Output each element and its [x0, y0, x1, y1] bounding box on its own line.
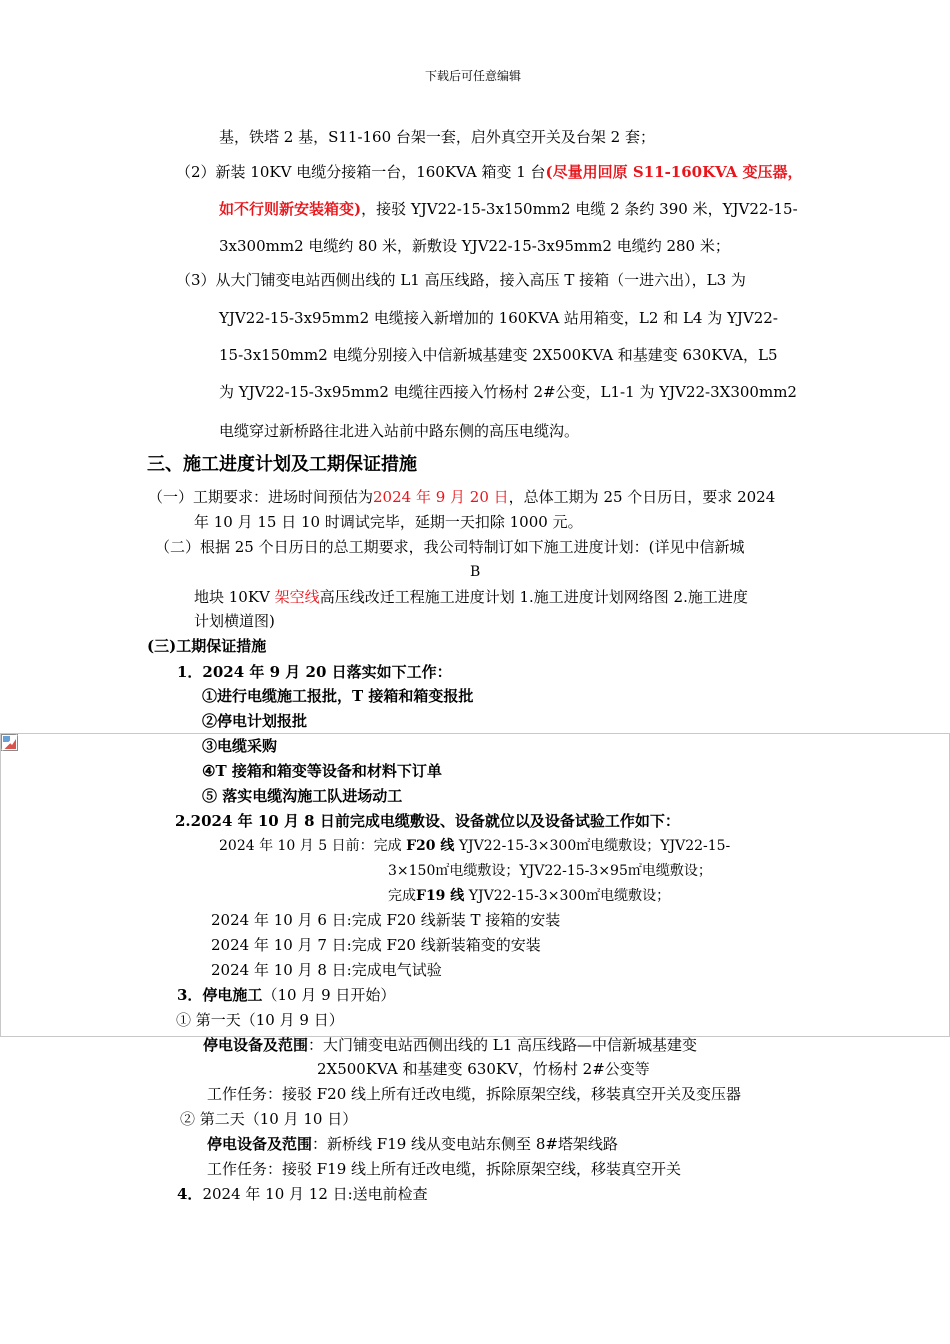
content-frame: [0, 733, 950, 1037]
step-1-item-4: ④T 接箱和箱变等设备和材料下订单: [202, 762, 442, 780]
step-3-title: 3．停电施工: [177, 986, 263, 1004]
para-line-8: 为 YJV22-15-3x95mm2 电缆往西接入竹杨村 2#公变，L1-1 为 YJV22-3X300mm2: [219, 383, 797, 401]
plan-text-2: 高压线改迁工程施工进度计划 1.施工进度计划网络图 2.施工进度: [319, 588, 748, 606]
step-1-item-3: ③电缆采购: [202, 737, 278, 755]
step-1-item-2: ②停电计划报批: [202, 712, 308, 730]
step-2-date-7: 2024 年 10 月 7 日:完成 F20 线新装箱变的安装: [211, 936, 541, 954]
step-1-item-1: ①进行电缆施工报批，T 接箱和箱变报批: [202, 687, 474, 705]
plan-text: 地块 10KV: [194, 588, 275, 606]
scope-text-2: ：新桥线 F19 线从变电站东侧至 8#塔架线路: [312, 1135, 618, 1153]
complete-label: 完成: [388, 888, 416, 904]
step-3-heading: [177, 985, 395, 1005]
section-heading: 三、施工进度计划及工期保证措施: [147, 454, 417, 475]
cable-spec-1: YJV22-15-3×300㎡电缆敷设；YJV22-15-: [458, 838, 731, 854]
para-line-1: 基，铁塔 2 基，S11-160 台架一套，启外真空开关及台架 2 套；: [219, 128, 655, 146]
step-2-date-8: 2024 年 10 月 8 日:完成电气试验: [211, 961, 442, 979]
day-2-heading: ② 第二天（10 月 10 日）: [180, 1110, 358, 1128]
day-1-heading: ① 第一天（10 月 9 日）: [176, 1011, 344, 1029]
day-2-scope: [207, 1134, 618, 1154]
cable-spec-2: YJV22-15-3×300㎡电缆敷设；: [468, 888, 671, 904]
schedule-plan-cont: [194, 587, 748, 607]
item-2-highlight: (尽量用回原 S11-160KVA 变压器，: [545, 163, 803, 181]
schedule-plan-b: B: [470, 564, 481, 580]
day-2-task: 工作任务：接驳 F19 线上所有迁改电缆，拆除原架空线，移装真空开关: [207, 1160, 682, 1178]
para-line-5: （3）从大门铺变电站西侧出线的 L1 高压线路，接入高压 T 接箱（一进六出），L3 为: [176, 271, 746, 289]
para-line-7: 15-3x150mm2 电缆分别接入中信新城基建变 2X500KVA 和基建变 630KVA，L5: [219, 346, 778, 364]
guarantee-heading: (三)工期保证措施: [147, 637, 267, 655]
item-2-highlight-cont: 如不行则新安装箱变): [219, 200, 362, 218]
line-f19: F19 线: [416, 888, 465, 904]
schedule-requirement-cont: 年 10 月 15 日 10 时调试完毕，延期一天扣除 1000 元。: [194, 513, 583, 531]
day-1-scope-cont: 2X500KVA 和基建变 630KV，竹杨村 2#公变等: [317, 1060, 650, 1078]
step-2-heading: 2.2024 年 10 月 8 日前完成电缆敷设、设备就位以及设备试验工作如下：: [175, 812, 680, 830]
item-2-text: （2）新装 10KV 电缆分接箱一台，160KVA 箱变 1 台: [176, 163, 546, 181]
step-2-line-1: [219, 836, 730, 856]
step-4: [177, 1184, 428, 1204]
para-line-4: 3x300mm2 电缆约 80 米，新敷设 YJV22-15-3x95mm2 电缆约 280 米；: [219, 237, 730, 255]
step-4-text: 2024 年 10 月 12 日:送电前检查: [202, 1185, 428, 1203]
scope-label-2: 停电设备及范围: [207, 1135, 313, 1153]
item-2-text-cont: ，接驳 YJV22-15-3x150mm2 电缆 2 条约 390 米，YJV22-15-: [361, 200, 798, 218]
line-f20: F20 线: [406, 838, 455, 854]
scope-label: 停电设备及范围: [203, 1036, 309, 1054]
download-note: 下载后可任意编辑: [425, 69, 522, 83]
plan-highlight: 架空线: [274, 588, 320, 606]
day-1-task: 工作任务：接驳 F20 线上所有迁改电缆，拆除原架空线，移装真空开关及变压器: [207, 1085, 742, 1103]
step-2-date: 2024 年 10 月 5 日前：完成: [219, 838, 402, 854]
scope-text: ：大门铺变电站西侧出线的 L1 高压线路—中信新城基建变: [308, 1036, 698, 1054]
step-3-start: （10 月 9 日开始）: [262, 986, 396, 1004]
step-2-line-2: 3×150㎡电缆敷设；YJV22-15-3×95㎡电缆敷设；: [388, 863, 712, 879]
step-4-number: 4．: [177, 1185, 203, 1203]
broken-image-icon: [1, 734, 18, 751]
step-2-line-3: [388, 886, 670, 906]
start-date: 2024 年 9 月 20 日: [373, 488, 509, 506]
step-1-heading: 1．2024 年 9 月 20 日落实如下工作：: [177, 663, 452, 681]
step-1-item-5: ⑤ 落实电缆沟施工队进场动工: [202, 787, 403, 805]
para-line-9: 电缆穿过新桥路往北进入站前中路东侧的高压电缆沟。: [219, 422, 580, 440]
para-line-3: [219, 199, 798, 219]
schedule-requirement: [148, 487, 775, 507]
schedule-plan: （二）根据 25 个日历日的总工期要求，我公司特制订如下施工进度计划：(详见中信新城: [155, 538, 745, 556]
day-1-scope: [203, 1035, 697, 1055]
requirement-text: （一）工期要求：进场时间预估为: [148, 488, 374, 506]
para-line-6: YJV22-15-3x95mm2 电缆接入新增加的 160KVA 站用箱变，L2 和 L4 为 YJV22-: [219, 309, 778, 327]
schedule-plan-end: 计划横道图): [194, 612, 275, 630]
requirement-text-2: ，总体工期为 25 个日历日，要求 2024: [508, 488, 776, 506]
para-line-2: [176, 162, 802, 182]
step-2-date-6: 2024 年 10 月 6 日:完成 F20 线新装 T 接箱的安装: [211, 911, 561, 929]
